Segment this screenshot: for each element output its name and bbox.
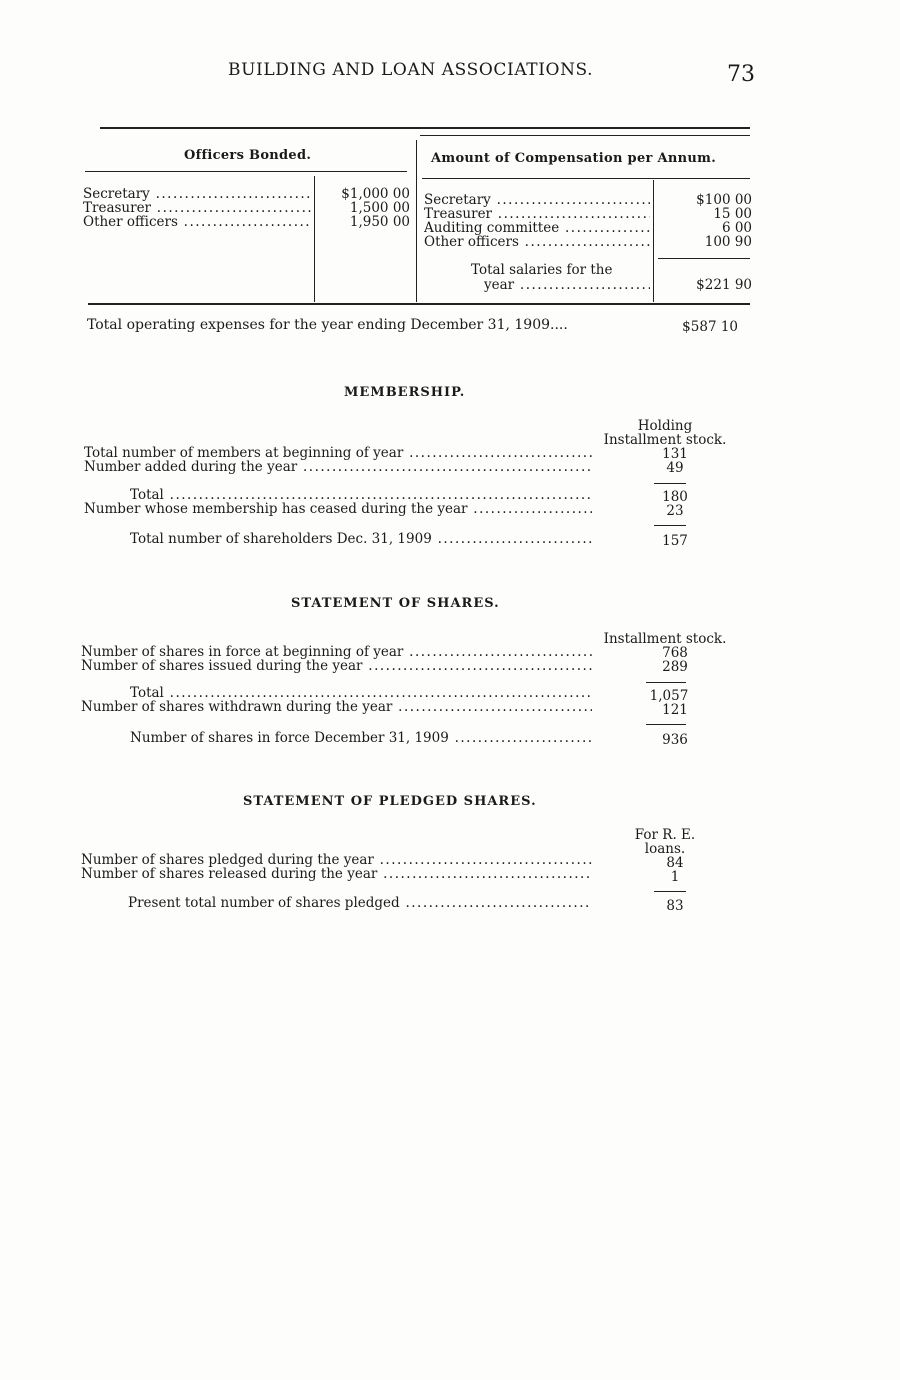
pledged-value-present-total: 83 xyxy=(666,898,684,914)
pledged-value-released: 1 xyxy=(670,869,680,885)
comp-row-treasurer: Treasurer ..... xyxy=(424,207,650,221)
membership-row-beginning: Total number of members at beginning of year ..... xyxy=(84,446,592,460)
shares-value-withdrawn: 121 xyxy=(662,702,688,718)
membership-rule-1 xyxy=(654,483,686,484)
shares-rule-2 xyxy=(646,724,686,725)
membership-row-total: Total ..... xyxy=(130,488,592,502)
officers-row-other: Other officers ..... xyxy=(83,215,311,229)
shares-value-in-force: 936 xyxy=(662,732,688,748)
comp-total-label-2: year ..... xyxy=(484,278,650,292)
shares-row-withdrawn: Number of shares withdrawn during the year ..... xyxy=(81,700,592,714)
membership-heading: MEMBERSHIP. xyxy=(344,385,466,400)
membership-col-head-1: Holding xyxy=(637,418,693,434)
officers-bonded-heading: Officers Bonded. xyxy=(184,148,312,163)
comp-total-amount: $221 90 xyxy=(696,277,752,293)
pledged-col-head-2: loans. xyxy=(644,841,686,857)
operating-expenses-label: Total operating expenses for the year ending December 31, 1909.... xyxy=(87,317,568,333)
pledged-value-pledged: 84 xyxy=(666,855,684,871)
officers-amount-secretary: $1,000 00 xyxy=(341,186,410,202)
comp-row-auditing: Auditing committee ..... xyxy=(424,221,650,235)
membership-row-added: Number added during the year ..... xyxy=(84,460,592,474)
membership-col-head-2: Installment stock. xyxy=(603,432,727,448)
operating-expenses-amount: $587 10 xyxy=(682,319,738,335)
membership-rule-2 xyxy=(654,525,686,526)
table-bottom-rule xyxy=(88,303,750,305)
comp-total-label: Total salaries for the xyxy=(471,262,613,278)
membership-value-ceased: 23 xyxy=(666,503,684,519)
running-header: BUILDING AND LOAN ASSOCIATIONS. xyxy=(228,60,594,80)
membership-row-ceased: Number whose membership has ceased during the year ..... xyxy=(84,502,592,516)
shares-col-head: Installment stock. xyxy=(603,631,727,647)
page-number: 73 xyxy=(727,62,755,87)
pledged-row-present-total: Present total number of shares pledged ..... xyxy=(128,896,592,910)
table-top-rule xyxy=(100,127,750,129)
pledged-heading: STATEMENT OF PLEDGED SHARES. xyxy=(243,794,537,809)
compensation-amount-divider xyxy=(653,180,654,302)
membership-value-total: 180 xyxy=(662,489,688,505)
pledged-rule xyxy=(654,891,686,892)
pledged-row-released: Number of shares released during the year ..... xyxy=(81,867,592,881)
comp-amount-auditing: 6 00 xyxy=(721,220,752,236)
comp-row-secretary: Secretary ..... xyxy=(424,193,650,207)
comp-amount-other: 100 90 xyxy=(704,234,752,250)
comp-amount-treasurer: 15 00 xyxy=(713,206,752,222)
compensation-heading: Amount of Compensation per Annum. xyxy=(431,151,717,166)
comp-row-other: Other officers ..... xyxy=(424,235,650,249)
pledged-col-head-1: For R. E. xyxy=(634,827,696,843)
membership-value-added: 49 xyxy=(666,460,684,476)
shares-value-beginning: 768 xyxy=(662,645,688,661)
shares-row-in-force: Number of shares in force December 31, 1909 ..... xyxy=(130,731,592,745)
shares-value-issued: 289 xyxy=(662,659,688,675)
compensation-head-rule xyxy=(422,178,750,179)
membership-value-shareholders: 157 xyxy=(662,533,688,549)
shares-row-total: Total ..... xyxy=(130,686,592,700)
officers-row-treasurer: Treasurer ..... xyxy=(83,201,311,215)
pledged-row-pledged: Number of shares pledged during the year ..... xyxy=(81,853,592,867)
officers-row-secretary: Secretary ..... xyxy=(83,187,311,201)
officers-amount-other: 1,950 00 xyxy=(349,214,410,230)
shares-row-issued: Number of shares issued during the year ..... xyxy=(81,659,592,673)
center-divider xyxy=(416,140,417,302)
officers-amount-divider xyxy=(314,176,315,302)
shares-value-total: 1,057 xyxy=(649,688,689,704)
membership-value-beginning: 131 xyxy=(662,446,688,462)
compensation-top-rule xyxy=(420,135,750,136)
shares-rule-1 xyxy=(646,682,686,683)
comp-total-rule xyxy=(658,258,750,259)
shares-heading: STATEMENT OF SHARES. xyxy=(291,596,500,611)
membership-row-shareholders: Total number of shareholders Dec. 31, 1909 ..... xyxy=(130,532,592,546)
shares-row-beginning: Number of shares in force at beginning of year ..... xyxy=(81,645,592,659)
officers-amount-treasurer: 1,500 00 xyxy=(349,200,410,216)
comp-amount-secretary: $100 00 xyxy=(696,192,752,208)
officers-head-rule xyxy=(85,171,407,172)
